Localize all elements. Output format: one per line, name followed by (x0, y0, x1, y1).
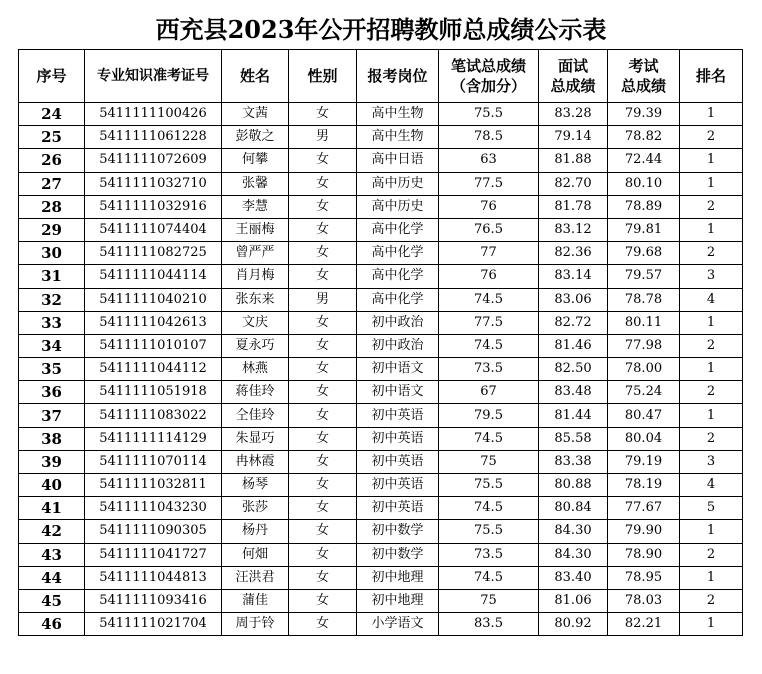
page-title: 西充县2023年公开招聘教师总成绩公示表 (155, 15, 607, 44)
table-row (19, 265, 743, 288)
cell-interview-score: 81.06 (539, 589, 608, 612)
cell-name: 张馨 (222, 172, 289, 195)
cell-name: 何攀 (222, 149, 289, 172)
header-written-line1: 笔试总成绩 (450, 57, 526, 75)
cell-gender: 女 (289, 242, 357, 265)
cell-position: 高中生物 (357, 126, 439, 149)
cell-total-score: 78.03 (608, 589, 680, 612)
cell-name: 何畑 (222, 543, 289, 566)
cell-gender: 女 (289, 566, 357, 589)
cell-ticket: 5411111040210 (85, 288, 222, 311)
cell-total-score: 80.10 (608, 172, 680, 195)
header-interview-line1: 面试 (557, 57, 588, 75)
cell-rank: 1 (680, 566, 743, 589)
cell-rank: 3 (680, 265, 743, 288)
cell-seq: 34 (19, 334, 85, 357)
cell-name: 林燕 (222, 358, 289, 381)
cell-rank: 1 (680, 218, 743, 241)
cell-written-score: 77 (439, 242, 539, 265)
header-written (439, 50, 539, 103)
cell-seq: 28 (19, 195, 85, 218)
cell-total-score: 79.57 (608, 265, 680, 288)
cell-seq: 25 (19, 126, 85, 149)
cell-position: 初中英语 (357, 474, 439, 497)
cell-written-score: 74.5 (439, 566, 539, 589)
cell-ticket: 5411111090305 (85, 520, 222, 543)
cell-seq: 29 (19, 218, 85, 241)
cell-position: 初中英语 (357, 497, 439, 520)
cell-interview-score: 81.44 (539, 404, 608, 427)
table-row (19, 103, 743, 126)
cell-written-score: 76.5 (439, 218, 539, 241)
cell-position: 初中英语 (357, 427, 439, 450)
cell-total-score: 78.95 (608, 566, 680, 589)
cell-seq: 40 (19, 474, 85, 497)
cell-total-score: 79.68 (608, 242, 680, 265)
cell-rank: 3 (680, 450, 743, 473)
cell-interview-score: 83.40 (539, 566, 608, 589)
cell-rank: 1 (680, 520, 743, 543)
cell-seq: 27 (19, 172, 85, 195)
cell-written-score: 75.5 (439, 103, 539, 126)
results-table (18, 49, 743, 636)
cell-rank: 2 (680, 427, 743, 450)
table-row (19, 474, 743, 497)
cell-name: 王丽梅 (222, 218, 289, 241)
cell-written-score: 73.5 (439, 358, 539, 381)
cell-written-score: 76 (439, 265, 539, 288)
cell-interview-score: 84.30 (539, 543, 608, 566)
cell-written-score: 75.5 (439, 474, 539, 497)
cell-interview-score: 80.88 (539, 474, 608, 497)
cell-rank: 4 (680, 474, 743, 497)
cell-total-score: 78.00 (608, 358, 680, 381)
header-gender: 性别 (289, 50, 357, 103)
cell-total-score: 80.04 (608, 427, 680, 450)
cell-seq: 36 (19, 381, 85, 404)
cell-name: 冉林霞 (222, 450, 289, 473)
cell-name: 杨琴 (222, 474, 289, 497)
cell-seq: 41 (19, 497, 85, 520)
cell-name: 文庆 (222, 311, 289, 334)
cell-gender: 女 (289, 543, 357, 566)
cell-ticket: 5411111042613 (85, 311, 222, 334)
table-row (19, 613, 743, 636)
header-seq: 序号 (19, 50, 85, 103)
cell-rank: 1 (680, 404, 743, 427)
cell-total-score: 80.11 (608, 311, 680, 334)
cell-interview-score: 81.78 (539, 195, 608, 218)
table-row (19, 543, 743, 566)
cell-total-score: 79.81 (608, 218, 680, 241)
cell-written-score: 73.5 (439, 543, 539, 566)
cell-total-score: 79.39 (608, 103, 680, 126)
cell-name: 周于铃 (222, 613, 289, 636)
cell-rank: 1 (680, 149, 743, 172)
cell-rank: 1 (680, 358, 743, 381)
cell-gender: 女 (289, 265, 357, 288)
table-row (19, 450, 743, 473)
table-row (19, 149, 743, 172)
cell-total-score: 78.90 (608, 543, 680, 566)
cell-ticket: 5411111072609 (85, 149, 222, 172)
cell-written-score: 77.5 (439, 311, 539, 334)
cell-interview-score: 83.38 (539, 450, 608, 473)
cell-seq: 30 (19, 242, 85, 265)
cell-seq: 46 (19, 613, 85, 636)
cell-name: 李慧 (222, 195, 289, 218)
cell-rank: 2 (680, 195, 743, 218)
cell-rank: 2 (680, 126, 743, 149)
cell-rank: 4 (680, 288, 743, 311)
table-row (19, 334, 743, 357)
header-ticket: 专业知识准考证号 (85, 50, 222, 103)
cell-ticket: 5411111041727 (85, 543, 222, 566)
cell-total-score: 77.67 (608, 497, 680, 520)
header-exam-line1: 考试 (628, 57, 659, 75)
cell-gender: 女 (289, 149, 357, 172)
cell-name: 肖月梅 (222, 265, 289, 288)
cell-ticket: 5411111070114 (85, 450, 222, 473)
cell-rank: 2 (680, 381, 743, 404)
header-exam-line2: 总成绩 (620, 77, 666, 95)
table-row (19, 427, 743, 450)
table-row (19, 404, 743, 427)
cell-written-score: 79.5 (439, 404, 539, 427)
cell-ticket: 5411111032811 (85, 474, 222, 497)
cell-position: 初中英语 (357, 404, 439, 427)
cell-position: 高中化学 (357, 288, 439, 311)
table-row (19, 589, 743, 612)
cell-name: 仝佳玲 (222, 404, 289, 427)
cell-position: 高中生物 (357, 103, 439, 126)
cell-interview-score: 83.06 (539, 288, 608, 311)
cell-written-score: 74.5 (439, 497, 539, 520)
header-interview (539, 50, 608, 103)
cell-ticket: 5411111043230 (85, 497, 222, 520)
cell-ticket: 5411111044112 (85, 358, 222, 381)
cell-rank: 2 (680, 543, 743, 566)
cell-gender: 女 (289, 520, 357, 543)
cell-seq: 26 (19, 149, 85, 172)
cell-ticket: 5411111074404 (85, 218, 222, 241)
cell-position: 初中地理 (357, 566, 439, 589)
cell-name: 汪洪君 (222, 566, 289, 589)
cell-seq: 38 (19, 427, 85, 450)
cell-position: 小学语文 (357, 613, 439, 636)
cell-interview-score: 83.28 (539, 103, 608, 126)
cell-interview-score: 82.72 (539, 311, 608, 334)
header-name: 姓名 (222, 50, 289, 103)
cell-interview-score: 83.12 (539, 218, 608, 241)
cell-seq: 42 (19, 520, 85, 543)
cell-gender: 女 (289, 497, 357, 520)
cell-position: 高中历史 (357, 195, 439, 218)
cell-interview-score: 82.70 (539, 172, 608, 195)
cell-ticket: 5411111114129 (85, 427, 222, 450)
cell-position: 初中地理 (357, 589, 439, 612)
cell-gender: 女 (289, 358, 357, 381)
cell-name: 蒋佳玲 (222, 381, 289, 404)
cell-gender: 女 (289, 474, 357, 497)
table-row (19, 497, 743, 520)
header-written-line2: （含加分） (450, 77, 526, 95)
cell-written-score: 74.5 (439, 288, 539, 311)
cell-ticket: 5411111083022 (85, 404, 222, 427)
cell-gender: 女 (289, 218, 357, 241)
cell-position: 高中化学 (357, 242, 439, 265)
cell-total-score: 72.44 (608, 149, 680, 172)
cell-interview-score: 81.88 (539, 149, 608, 172)
table-row (19, 566, 743, 589)
cell-position: 初中数学 (357, 543, 439, 566)
cell-name: 朱显巧 (222, 427, 289, 450)
cell-position: 初中英语 (357, 450, 439, 473)
cell-total-score: 78.82 (608, 126, 680, 149)
cell-written-score: 67 (439, 381, 539, 404)
cell-name: 杨丹 (222, 520, 289, 543)
cell-position: 初中语文 (357, 358, 439, 381)
cell-seq: 24 (19, 103, 85, 126)
cell-name: 蒲佳 (222, 589, 289, 612)
cell-interview-score: 82.36 (539, 242, 608, 265)
cell-rank: 1 (680, 172, 743, 195)
cell-gender: 女 (289, 311, 357, 334)
table-row (19, 172, 743, 195)
cell-ticket: 5411111044114 (85, 265, 222, 288)
cell-total-score: 78.19 (608, 474, 680, 497)
cell-gender: 女 (289, 172, 357, 195)
cell-position: 高中日语 (357, 149, 439, 172)
cell-interview-score: 85.58 (539, 427, 608, 450)
header-row (19, 50, 743, 103)
cell-position: 初中数学 (357, 520, 439, 543)
cell-interview-score: 79.14 (539, 126, 608, 149)
table-body (19, 103, 743, 636)
cell-ticket: 5411111021704 (85, 613, 222, 636)
cell-ticket: 5411111032710 (85, 172, 222, 195)
cell-written-score: 77.5 (439, 172, 539, 195)
cell-written-score: 78.5 (439, 126, 539, 149)
header-position: 报考岗位 (357, 50, 439, 103)
cell-total-score: 78.78 (608, 288, 680, 311)
cell-gender: 男 (289, 126, 357, 149)
cell-written-score: 75 (439, 589, 539, 612)
cell-written-score: 63 (439, 149, 539, 172)
cell-ticket: 5411111051918 (85, 381, 222, 404)
cell-rank: 1 (680, 103, 743, 126)
cell-written-score: 75 (439, 450, 539, 473)
cell-gender: 女 (289, 334, 357, 357)
header-rank: 排名 (680, 50, 743, 103)
table-row (19, 218, 743, 241)
table-row (19, 242, 743, 265)
table-row (19, 358, 743, 381)
cell-interview-score: 80.84 (539, 497, 608, 520)
cell-total-score: 79.19 (608, 450, 680, 473)
cell-name: 文茜 (222, 103, 289, 126)
cell-seq: 31 (19, 265, 85, 288)
table-row (19, 311, 743, 334)
cell-written-score: 76 (439, 195, 539, 218)
cell-rank: 1 (680, 613, 743, 636)
cell-seq: 45 (19, 589, 85, 612)
cell-interview-score: 82.50 (539, 358, 608, 381)
cell-position: 高中历史 (357, 172, 439, 195)
cell-total-score: 80.47 (608, 404, 680, 427)
cell-name: 张东来 (222, 288, 289, 311)
cell-interview-score: 83.48 (539, 381, 608, 404)
cell-gender: 女 (289, 427, 357, 450)
cell-written-score: 75.5 (439, 520, 539, 543)
cell-gender: 男 (289, 288, 357, 311)
cell-position: 高中化学 (357, 265, 439, 288)
cell-ticket: 5411111100426 (85, 103, 222, 126)
cell-seq: 32 (19, 288, 85, 311)
cell-ticket: 5411111032916 (85, 195, 222, 218)
cell-total-score: 82.21 (608, 613, 680, 636)
cell-written-score: 74.5 (439, 427, 539, 450)
cell-rank: 2 (680, 589, 743, 612)
cell-gender: 女 (289, 589, 357, 612)
cell-interview-score: 80.92 (539, 613, 608, 636)
cell-total-score: 79.90 (608, 520, 680, 543)
cell-ticket: 5411111010107 (85, 334, 222, 357)
cell-seq: 35 (19, 358, 85, 381)
cell-total-score: 77.98 (608, 334, 680, 357)
cell-seq: 33 (19, 311, 85, 334)
header-exam (608, 50, 680, 103)
cell-rank: 1 (680, 311, 743, 334)
cell-name: 张莎 (222, 497, 289, 520)
cell-position: 初中政治 (357, 334, 439, 357)
cell-rank: 2 (680, 334, 743, 357)
cell-seq: 44 (19, 566, 85, 589)
cell-interview-score: 83.14 (539, 265, 608, 288)
cell-gender: 女 (289, 450, 357, 473)
cell-position: 高中化学 (357, 218, 439, 241)
cell-name: 夏永巧 (222, 334, 289, 357)
cell-total-score: 78.89 (608, 195, 680, 218)
cell-interview-score: 81.46 (539, 334, 608, 357)
cell-gender: 女 (289, 103, 357, 126)
cell-gender: 女 (289, 195, 357, 218)
cell-ticket: 5411111082725 (85, 242, 222, 265)
cell-ticket: 5411111044813 (85, 566, 222, 589)
cell-written-score: 83.5 (439, 613, 539, 636)
cell-position: 初中政治 (357, 311, 439, 334)
cell-total-score: 75.24 (608, 381, 680, 404)
cell-rank: 2 (680, 242, 743, 265)
table-row (19, 288, 743, 311)
cell-gender: 女 (289, 404, 357, 427)
cell-seq: 39 (19, 450, 85, 473)
cell-interview-score: 84.30 (539, 520, 608, 543)
cell-name: 彭敬之 (222, 126, 289, 149)
cell-written-score: 74.5 (439, 334, 539, 357)
table-row (19, 195, 743, 218)
cell-ticket: 5411111061228 (85, 126, 222, 149)
cell-seq: 37 (19, 404, 85, 427)
table-row (19, 381, 743, 404)
cell-gender: 女 (289, 613, 357, 636)
table-row (19, 126, 743, 149)
cell-rank: 5 (680, 497, 743, 520)
cell-gender: 女 (289, 381, 357, 404)
cell-name: 曾严严 (222, 242, 289, 265)
table-row (19, 520, 743, 543)
cell-ticket: 5411111093416 (85, 589, 222, 612)
cell-seq: 43 (19, 543, 85, 566)
header-interview-line2: 总成绩 (550, 77, 596, 95)
cell-position: 初中语文 (357, 381, 439, 404)
